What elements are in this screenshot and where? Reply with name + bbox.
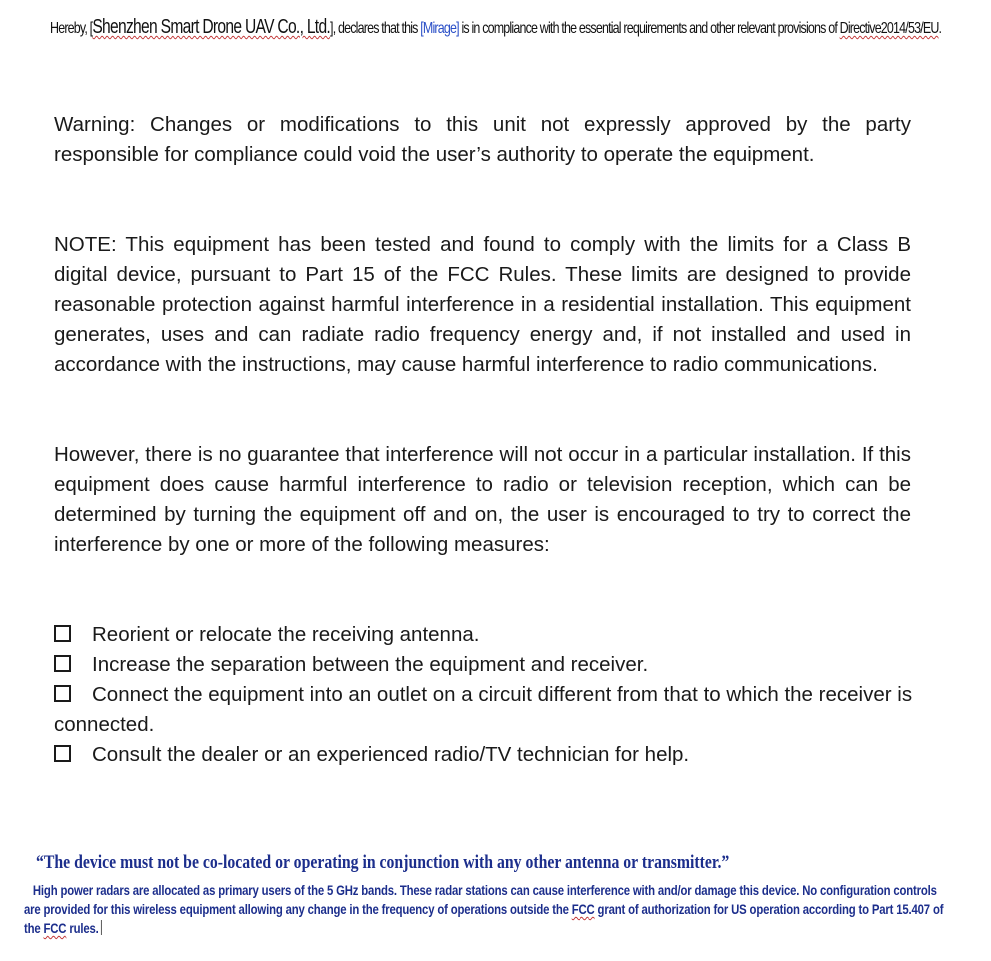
colocation-statement: “The device must not be co-located or operating in conjunction with any other antenna or transmitter.”: [36, 852, 730, 873]
text-cursor: [101, 920, 102, 935]
radar-main-text: High power radars are allocated as primary users of the 5 GHz bands. These radar stations can cause interference with and/or damage this device. No configuration controls are provided for this wireless equipment allowing any change in the frequency of operations outside the: [24, 882, 937, 917]
checkbox-square-icon: [54, 655, 71, 672]
directive-name: Directive2014/53/EU: [839, 20, 939, 37]
measure-text: Reorient or relocate the receiving antenna.: [92, 623, 480, 646]
fcc-note-paragraph: NOTE: This equipment has been tested and found to comply with the limits for a Class B digital device, pursuant to Part 15 of the FCC Rules. These limits are designed to provide reasonable protection against harmful interference in a residential installation. This equipment generates, uses and can radiate radio frequency energy and, if not installed and used in accordance with the instructions, may cause harmful interference to radio communications.: [54, 233, 911, 376]
radar-middle-text: grant of authorization for US operation according to Part 15.407 of the: [24, 901, 944, 936]
interference-paragraph: However, there is no guarantee that interference will not occur in a particular installation. If this equipment does cause harmful interference to radio or television reception, which can be determined by turning the equipment off and on, the user is encouraged to try to correct the interference by one or more of the following measures:: [54, 443, 911, 556]
fcc-abbrev: FCC: [571, 901, 595, 917]
product-name: [Mirage]: [420, 20, 459, 37]
declaration-middle: ], declares that this: [330, 20, 421, 37]
declaration-line: [50, 16, 942, 39]
list-item: [54, 620, 934, 650]
list-item: [54, 650, 934, 680]
list-item: [54, 680, 934, 740]
checkbox-square-icon: [54, 625, 71, 642]
checkbox-square-icon: [54, 685, 71, 702]
list-item: [54, 740, 934, 770]
measures-list: [54, 620, 934, 770]
declaration-prefix: Hereby, [: [50, 20, 93, 37]
measure-text: Increase the separation between the equipment and receiver.: [92, 653, 649, 676]
radar-statement: [24, 881, 951, 938]
manufacturer-name: Shenzhen Smart Drone UAV Co., Ltd.: [92, 16, 331, 38]
warning-paragraph: Warning: Changes or modifications to this unit not expressly approved by the party responsible for compliance could void the user’s authority to operate the equipment.: [54, 113, 911, 166]
checkbox-square-icon: [54, 745, 71, 762]
measure-text: Connect the equipment into an outlet on a circuit different from that to which the receiver is connected.: [54, 683, 913, 736]
radar-end-text: rules.: [66, 920, 99, 936]
declaration-rest: is in compliance with the essential requirements and other relevant provisions of: [458, 20, 840, 37]
declaration-end: .: [938, 20, 942, 37]
fcc-abbrev: FCC: [43, 920, 67, 936]
measure-text: Consult the dealer or an experienced radio/TV technician for help.: [92, 743, 690, 766]
